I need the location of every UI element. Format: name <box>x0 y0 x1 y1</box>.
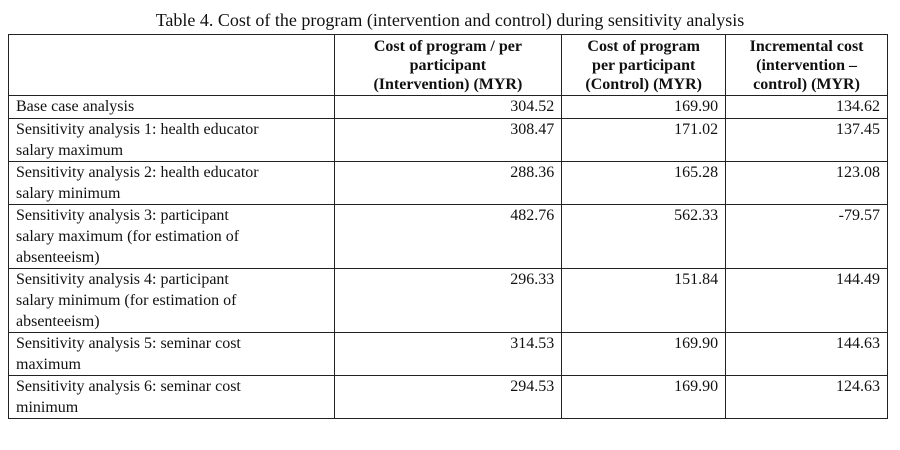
intervention-cost-cell: 288.36 <box>334 162 562 205</box>
incremental-cost-cell: 144.49 <box>726 269 888 333</box>
row-label-line: absenteeism) <box>16 313 100 330</box>
intervention-cost-cell: 314.53 <box>334 333 562 376</box>
intervention-cost-cell: 308.47 <box>334 119 562 162</box>
row-label <box>9 119 335 162</box>
header-control-cost <box>562 35 726 96</box>
header-line: participant <box>409 57 487 74</box>
table-caption: Table 4. Cost of the program (intervention and control) during sensitivity analysis <box>155 10 745 30</box>
control-cost-cell: 169.90 <box>562 376 726 419</box>
incremental-cost-cell: -79.57 <box>726 205 888 269</box>
row-label-line: Sensitivity analysis 6: seminar cost <box>16 378 241 395</box>
intervention-cost-cell: 482.76 <box>334 205 562 269</box>
header-line: Incremental cost <box>749 38 864 55</box>
header-incremental-cost <box>726 35 888 96</box>
row-label-line: salary maximum (for estimation of <box>16 228 240 245</box>
header-line: (Control) (MYR) <box>585 76 702 93</box>
row-label-line: Sensitivity analysis 2: health educator <box>16 164 259 181</box>
row-label <box>9 333 335 376</box>
table-row <box>9 162 888 205</box>
header-blank <box>9 35 335 96</box>
table-row <box>9 333 888 376</box>
row-label <box>9 96 335 119</box>
table-row <box>9 96 888 119</box>
control-cost-cell: 169.90 <box>562 96 726 119</box>
control-cost-cell: 151.84 <box>562 269 726 333</box>
header-line: control) (MYR) <box>753 76 860 93</box>
row-label <box>9 162 335 205</box>
row-label-line: salary minimum <box>16 185 121 202</box>
control-cost-cell: 169.90 <box>562 333 726 376</box>
table-row <box>9 205 888 269</box>
row-label-line: Sensitivity analysis 1: health educator <box>16 121 259 138</box>
table-row <box>9 119 888 162</box>
row-label-line: Base case analysis <box>16 98 135 115</box>
incremental-cost-cell: 123.08 <box>726 162 888 205</box>
control-cost-cell: 562.33 <box>562 205 726 269</box>
header-line: (Intervention) (MYR) <box>373 76 523 93</box>
header-line: per participant <box>592 57 696 74</box>
row-label-line: Sensitivity analysis 5: seminar cost <box>16 335 241 352</box>
row-label-line: salary minimum (for estimation of <box>16 292 237 309</box>
incremental-cost-cell: 144.63 <box>726 333 888 376</box>
header-line: (intervention – <box>756 57 857 74</box>
table-row <box>9 269 888 333</box>
row-label-line: absenteeism) <box>16 249 100 266</box>
header-intervention-cost <box>334 35 562 96</box>
row-label <box>9 205 335 269</box>
incremental-cost-cell: 134.62 <box>726 96 888 119</box>
intervention-cost-cell: 304.52 <box>334 96 562 119</box>
intervention-cost-cell: 296.33 <box>334 269 562 333</box>
header-line: Cost of program <box>587 38 700 55</box>
row-label <box>9 376 335 419</box>
header-row <box>9 35 888 96</box>
row-label-line: Sensitivity analysis 3: participant <box>16 207 229 224</box>
row-label-line: salary maximum <box>16 142 124 159</box>
table-row <box>9 376 888 419</box>
cost-table <box>8 34 888 419</box>
incremental-cost-cell: 137.45 <box>726 119 888 162</box>
row-label <box>9 269 335 333</box>
row-label-line: Sensitivity analysis 4: participant <box>16 271 229 288</box>
row-label-line: minimum <box>16 399 79 416</box>
intervention-cost-cell: 294.53 <box>334 376 562 419</box>
control-cost-cell: 165.28 <box>562 162 726 205</box>
control-cost-cell: 171.02 <box>562 119 726 162</box>
row-label-line: maximum <box>16 356 81 373</box>
header-line: Cost of program / per <box>373 38 522 55</box>
incremental-cost-cell: 124.63 <box>726 376 888 419</box>
